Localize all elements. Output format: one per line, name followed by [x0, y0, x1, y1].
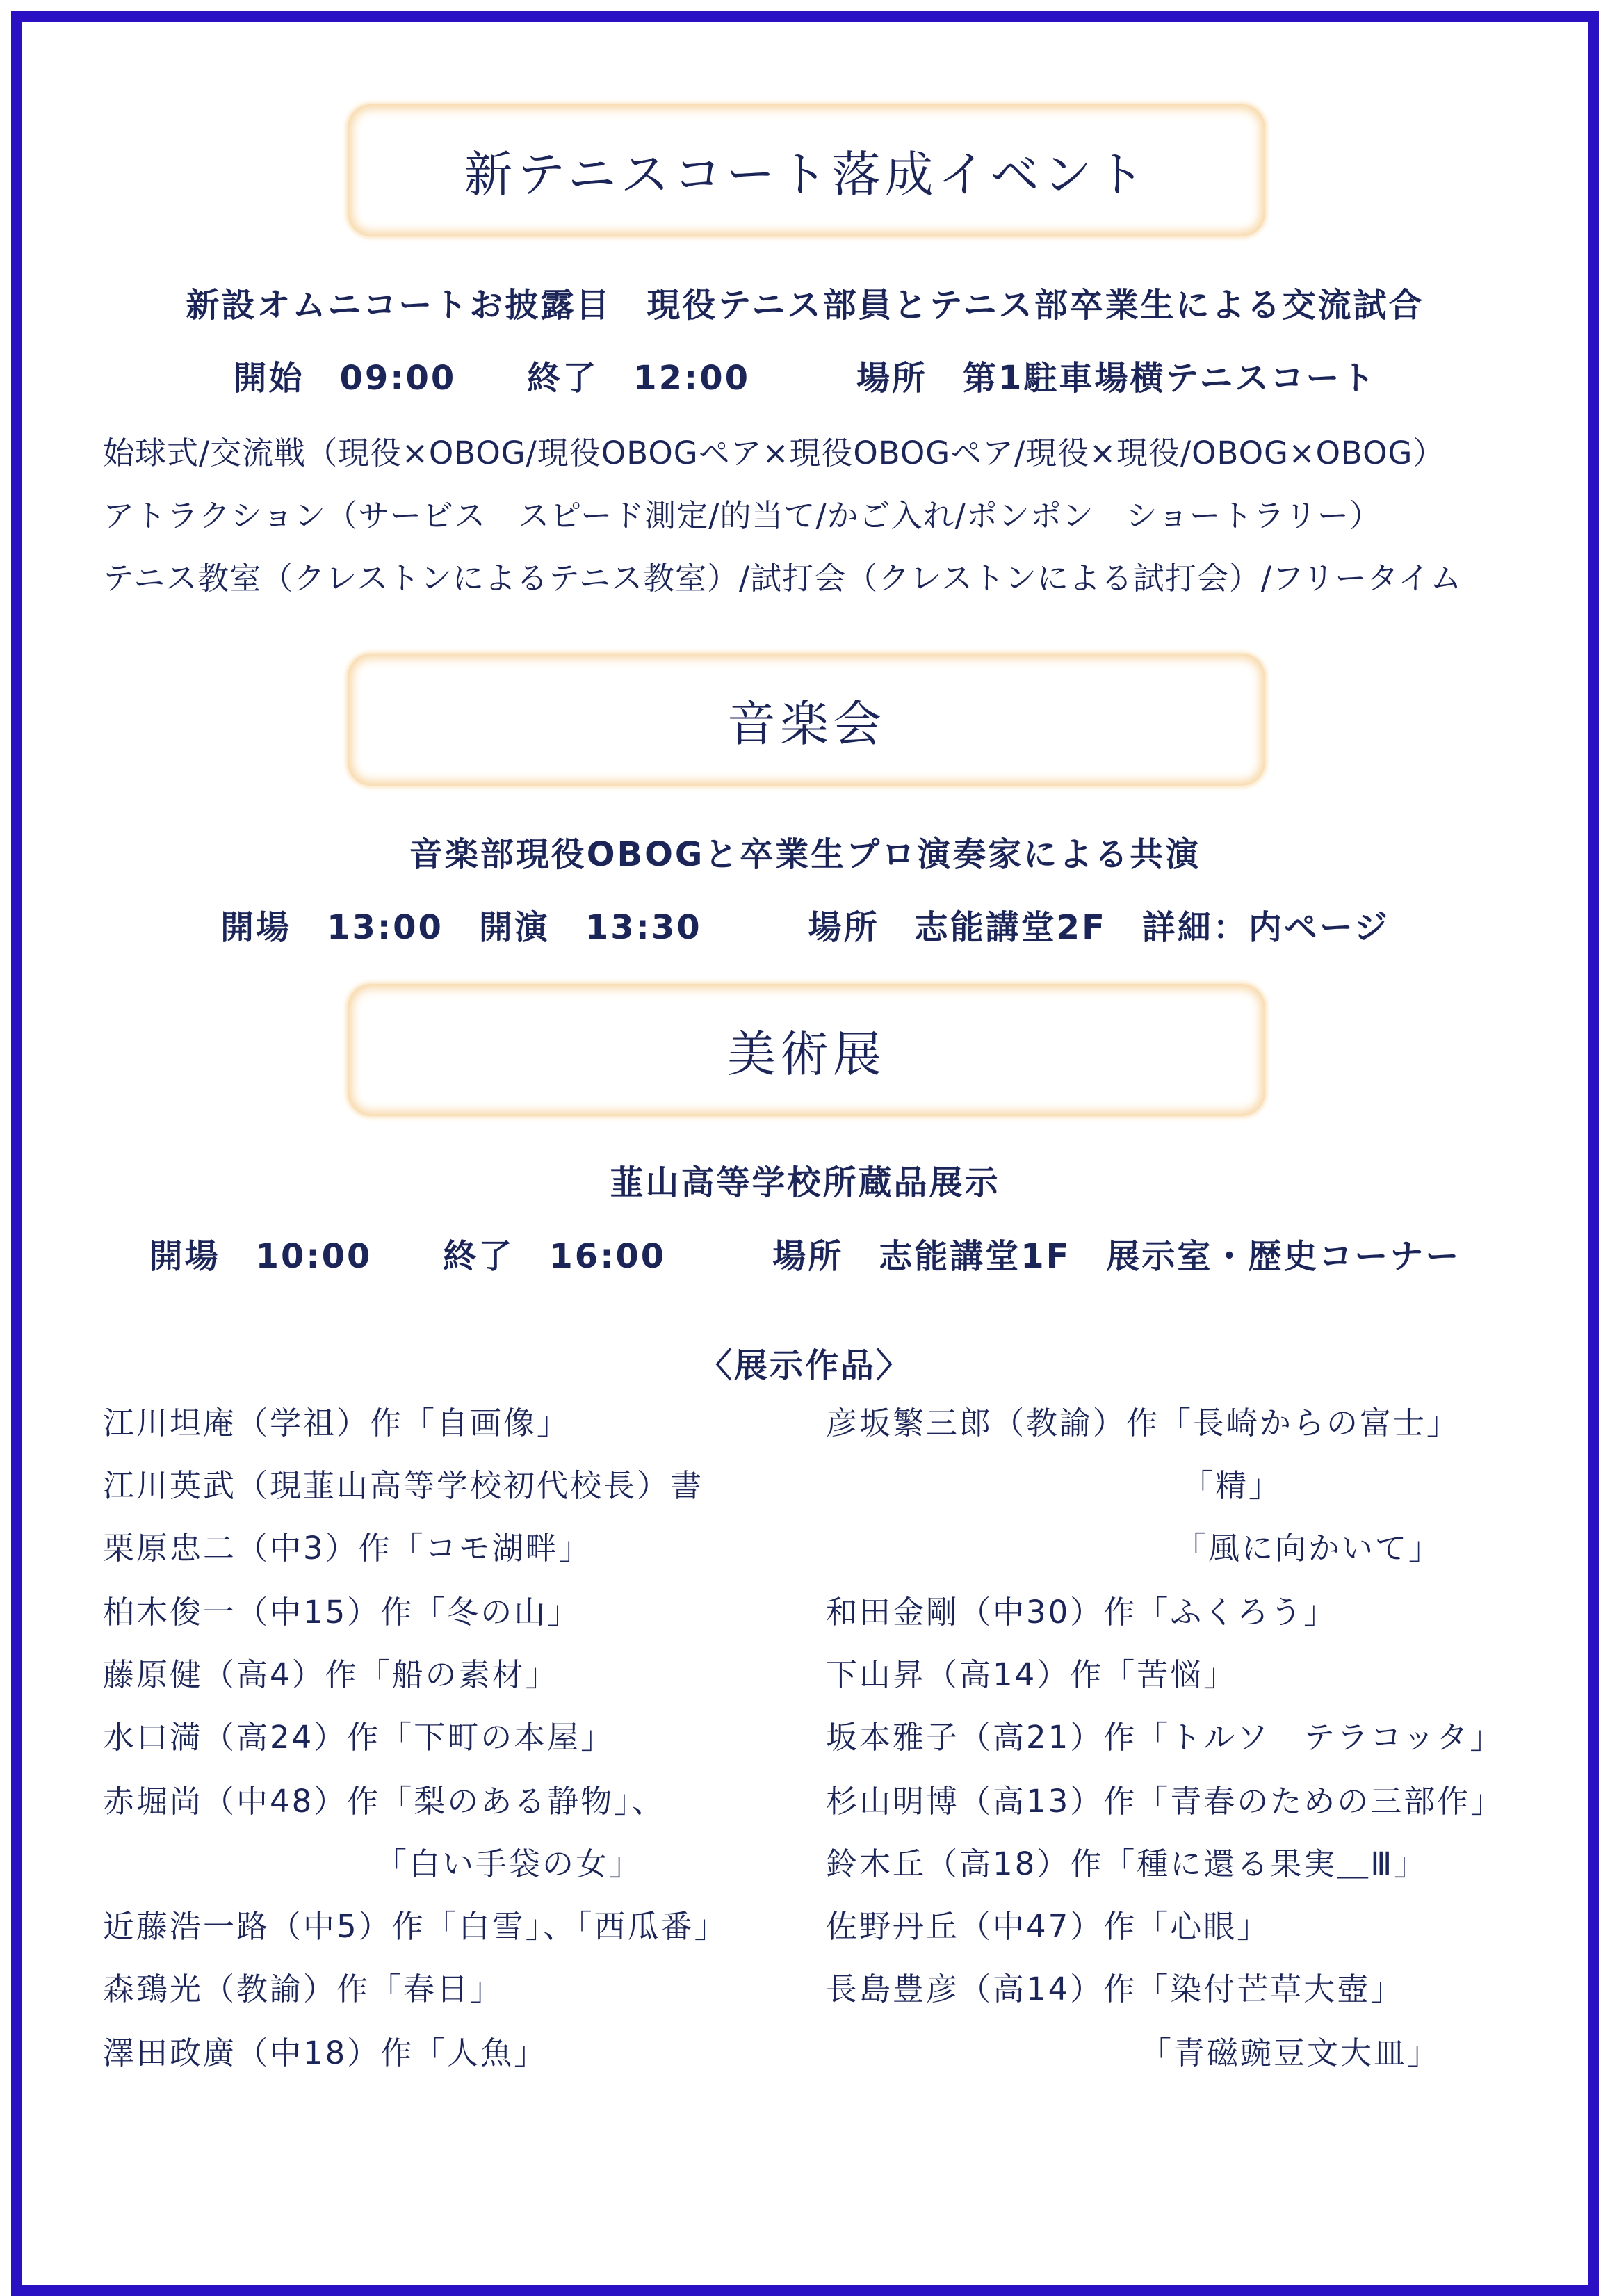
work-left-9: 近藤浩一路（中5）作「白雪」、「西瓜番」: [103, 1908, 728, 1945]
work-left-7: 赤堀尚（中48）作「梨のある静物」、: [103, 1783, 665, 1820]
work-right-11: 「青磁豌豆文大皿」: [1140, 2035, 1441, 2071]
concert-title-banner: [348, 654, 1265, 786]
tennis-line-2: アトラクション（サービス スピード測定/的当て/かご入れ/ポンポン ショートラリー）: [103, 497, 1381, 534]
work-right-1: 彦坂繁三郎（教諭）作「長崎からの富士」: [826, 1405, 1461, 1441]
work-right-6: 坂本雅子（高21）作「トルソ テラコッタ」: [826, 1719, 1504, 1756]
tennis-schedule: 開始 09:00 終了 12:00 場所 第1駐車場横テニスコート: [233, 359, 1377, 398]
work-right-8: 鈴木丘（高18）作「種に還る果実＿Ⅲ」: [826, 1845, 1428, 1882]
work-left-3: 栗原忠二（中3）作「コモ湖畔」: [103, 1530, 592, 1567]
work-right-5: 下山昇（高14）作「苦悩」: [826, 1656, 1237, 1693]
art-title-banner: [348, 984, 1265, 1116]
work-left-4: 柏木俊一（中15）作「冬の山」: [103, 1594, 581, 1631]
works-heading: 〈展示作品〉: [698, 1346, 911, 1385]
art-subtitle: 韮山高等学校所蔵品展示: [610, 1163, 1000, 1202]
tennis-subtitle: 新設オムニコートお披露目 現役テニス部員とテニス部卒業生による交流試合: [186, 286, 1424, 325]
work-left-1: 江川坦庵（学祖）作「自画像」: [103, 1405, 571, 1441]
work-left-6: 水口満（高24）作「下町の本屋」: [103, 1719, 615, 1756]
work-right-10: 長島豊彦（高14）作「染付芒草大壺」: [826, 1971, 1404, 2007]
work-right-9: 佐野丹丘（中47）作「心眼」: [826, 1908, 1271, 1945]
concert-title: 音楽会: [727, 695, 886, 752]
work-right-2: 「精」: [1182, 1467, 1283, 1504]
tennis-title-banner: [348, 104, 1265, 236]
work-right-3: 「風に向かいて」: [1175, 1530, 1442, 1567]
art-title: 美術展: [727, 1025, 886, 1083]
work-right-4: 和田金剛（中30）作「ふくろう」: [826, 1594, 1337, 1631]
tennis-title: 新テニスコート落成イベント: [464, 145, 1149, 203]
work-right-7: 杉山明博（高13）作「青春のための三部作」: [826, 1783, 1504, 1820]
concert-subtitle: 音楽部現役OBOGと卒業生プロ演奏家による共演: [409, 835, 1201, 874]
work-left-8: 「白い手袋の女」: [375, 1845, 643, 1882]
tennis-line-1: 始球式/交流戦（現役×OBOG/現役OBOGペア×現役OBOGペア/現役×現役/OBOG×OBOG）: [103, 435, 1445, 471]
work-left-11: 澤田政廣（中18）作「人魚」: [103, 2035, 548, 2071]
work-left-5: 藤原健（高4）作「船の素材」: [103, 1656, 559, 1693]
art-schedule: 開場 10:00 終了 16:00 場所 志能講堂1F 展示室・歴史コーナー: [149, 1237, 1461, 1276]
tennis-line-3: テニス教室（クレストンによるテニス教室）/試打会（クレストンによる試打会）/フリータイム: [103, 560, 1463, 597]
work-left-2: 江川英武（現韮山高等学校初代校長）書: [103, 1467, 704, 1504]
concert-schedule: 開場 13:00 開演 13:30 場所 志能講堂2F 詳細：内ページ: [220, 908, 1390, 947]
work-left-10: 森鵄光（教諭）作「春日」: [103, 1971, 504, 2007]
